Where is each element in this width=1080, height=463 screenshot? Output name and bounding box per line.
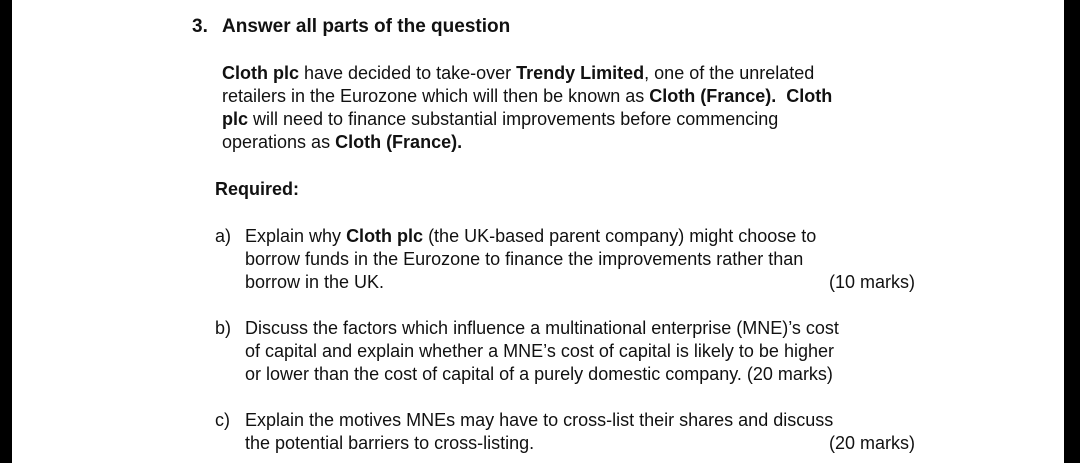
bold-run-1: Cloth (France). (335, 132, 463, 152)
bold-run-1: Cloth (France). (649, 86, 777, 106)
part-a-body (245, 225, 915, 294)
scenario-line-1 (222, 62, 922, 85)
scenario-line-2 (222, 85, 922, 108)
bold-run-3: Cloth (786, 86, 833, 106)
bold-run-2: Trendy Limited (516, 63, 645, 83)
bold-run-0: Cloth plc (222, 63, 299, 83)
scenario-paragraph (222, 62, 922, 154)
part-b-body (245, 317, 915, 386)
part-c-line-1: Explain the motives MNEs may have to cross-list their shares and discuss (245, 410, 834, 430)
part-b-line-3: or lower than the cost of capital of a purely domestic company. (20 marks) (245, 364, 833, 384)
part-b-line-2: of capital and explain whether a MNE’s cost of capital is likely to be higher (245, 341, 834, 361)
part-a-line-1 (245, 225, 915, 248)
part-b (215, 317, 915, 387)
part-c-marks: (20 marks) (828, 433, 915, 453)
part-a-line-3 (245, 271, 915, 294)
part-a-line-2: borrow funds in the Eurozone to finance the improvements rather than (245, 249, 804, 269)
part-b-letter: b) (215, 318, 232, 338)
text-run-2 (776, 86, 786, 106)
scenario-line-4 (222, 131, 922, 154)
part-c-body (245, 409, 915, 455)
text-run-1: have decided to take-over (299, 63, 517, 83)
part-a-line-3-text: borrow in the UK. (245, 272, 385, 292)
bold-run-1: Cloth plc (346, 226, 424, 246)
text-run-0: retailers in the Eurozone which will then be known as (222, 86, 650, 106)
text-run-0: Explain why (245, 226, 347, 246)
question-title: Answer all parts of the question (222, 16, 511, 37)
scenario-line-3 (222, 108, 922, 131)
part-a (215, 225, 915, 295)
part-c-letter: c) (215, 410, 230, 430)
bold-run-0: plc (222, 109, 249, 129)
part-b-line-1: Discuss the factors which influence a multinational enterprise (MNE)’s cost (245, 318, 839, 338)
question-number: 3. (192, 16, 208, 37)
part-c-line-2-text: the potential barriers to cross-listing. (245, 433, 535, 453)
part-a-marks: (10 marks) (828, 272, 915, 292)
part-c-line-2 (245, 432, 915, 455)
text-run-1: will need to finance substantial improvements before commencing (248, 109, 779, 129)
exam-page (12, 0, 1064, 463)
required-heading: Required: (215, 179, 300, 199)
part-a-letter: a) (215, 226, 232, 246)
text-run-3: , one of the unrelated (644, 63, 815, 83)
text-run-0: operations as (222, 132, 336, 152)
part-c (215, 409, 915, 457)
text-run-2: (the UK-based parent company) might choose to (423, 226, 817, 246)
